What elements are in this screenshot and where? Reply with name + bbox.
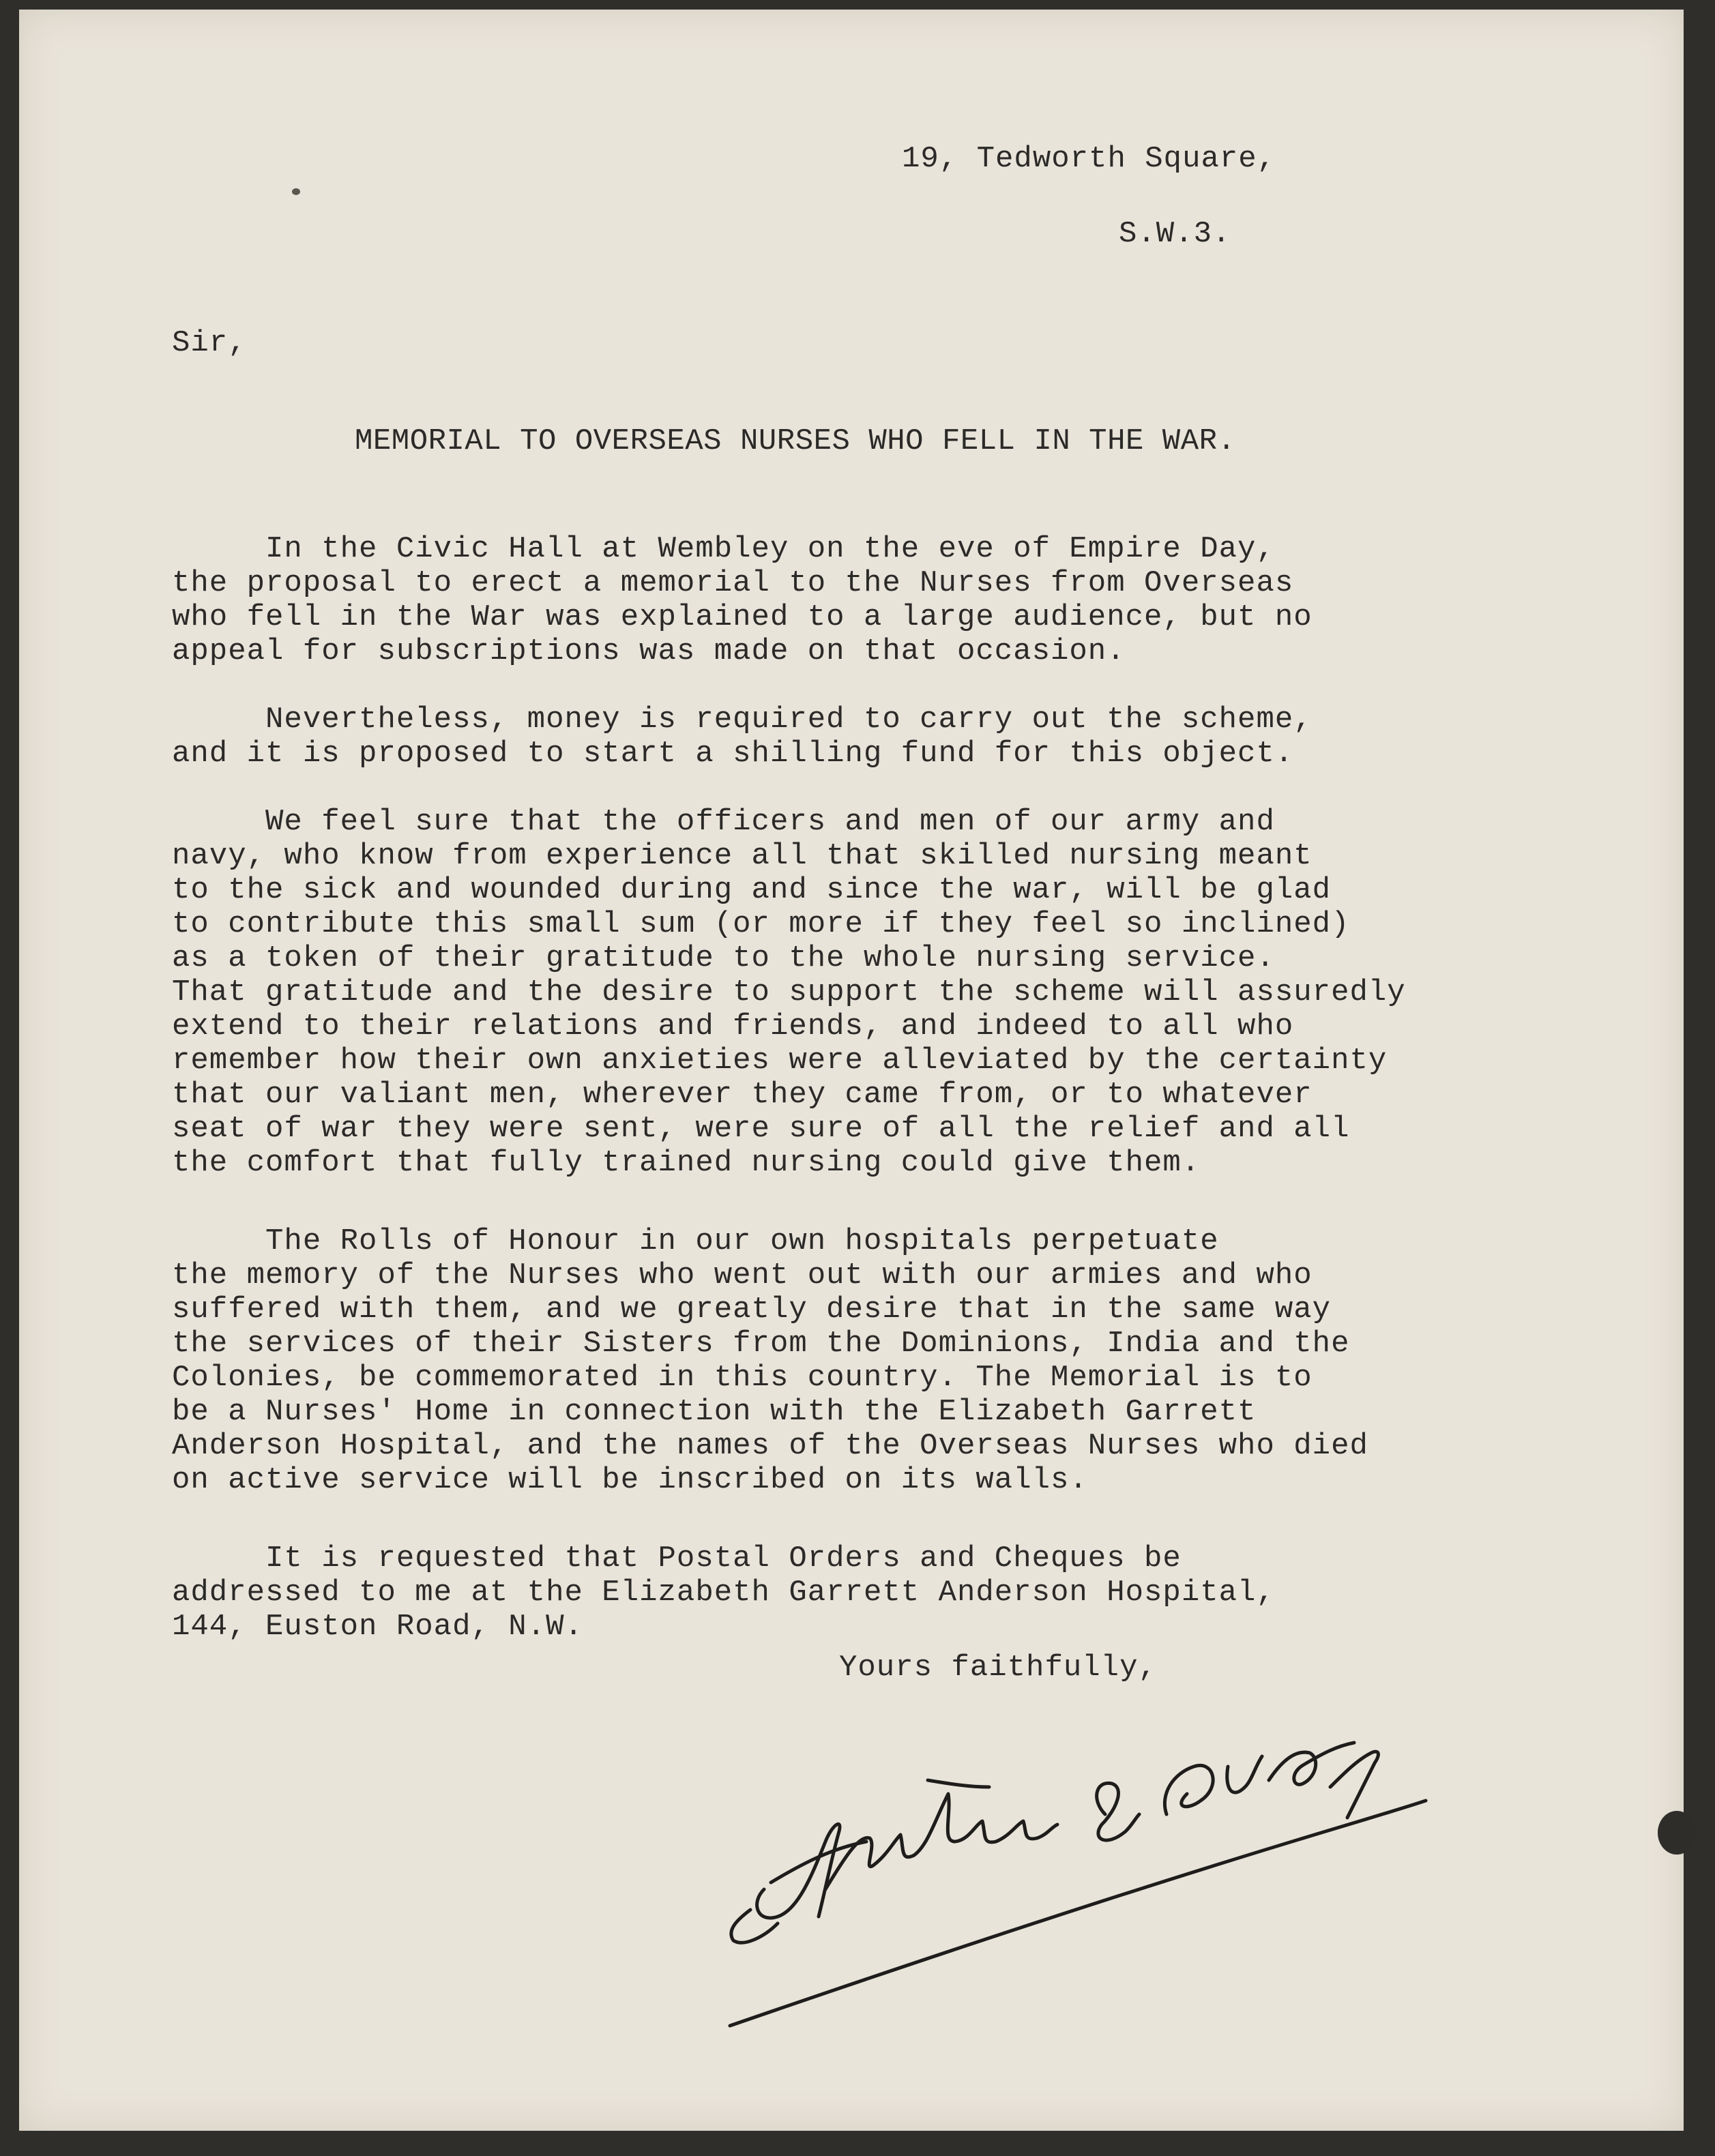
- letter-title: MEMORIAL TO OVERSEAS NURSES WHO FELL IN THE WAR.: [355, 424, 1236, 458]
- paragraph-line: 144, Euston Road, N.W.: [172, 1610, 583, 1644]
- paragraph-line: as a token of their gratitude to the whole nursing service.: [172, 941, 1275, 975]
- paragraph-line: and it is proposed to start a shilling fund for this object.: [172, 737, 1294, 771]
- closing: Yours faithfully,: [839, 1651, 1157, 1685]
- paragraph-line: the comfort that fully trained nursing could give them.: [172, 1146, 1201, 1180]
- paragraph-line: on active service will be inscribed on its walls.: [172, 1463, 1088, 1497]
- paragraph-line: That gratitude and the desire to support the scheme will assuredly: [172, 975, 1406, 1009]
- paragraph-line: to the sick and wounded during and since the war, will be glad: [172, 873, 1332, 907]
- paragraph-line: We feel sure that the officers and men of our army and: [172, 805, 1275, 839]
- paragraph-line: extend to their relations and friends, and indeed to all who: [172, 1009, 1294, 1044]
- paragraph-5: [172, 1541, 1509, 1644]
- paragraph-line: suffered with them, and we greatly desire that in the same way: [172, 1293, 1332, 1327]
- paragraph-2: [172, 703, 1509, 771]
- paragraph-3: [172, 805, 1509, 1180]
- paragraph-1: [172, 532, 1509, 668]
- paragraph-line: In the Civic Hall at Wembley on the eve of Empire Day,: [172, 532, 1275, 566]
- paragraph-line: remember how their own anxieties were alleviated by the certainty: [172, 1044, 1388, 1078]
- paragraph-line: to contribute this small sum (or more if they feel so inclined): [172, 907, 1350, 941]
- paragraph-line: The Rolls of Honour in our own hospitals perpetuate: [172, 1224, 1219, 1258]
- paragraph-line: Colonies, be commemorated in this country. The Memorial is to: [172, 1361, 1313, 1395]
- paragraph-line: who fell in the War was explained to a large audience, but no: [172, 600, 1313, 634]
- salutation: Sir,: [172, 326, 247, 360]
- paragraph-line: that our valiant men, wherever they came from, or to whatever: [172, 1078, 1313, 1112]
- paragraph-line: Nevertheless, money is required to carry out the scheme,: [172, 703, 1313, 737]
- paragraph-line: seat of war they were sent, were sure of all the relief and all: [172, 1112, 1350, 1146]
- handwritten-signature: [723, 1685, 1501, 2039]
- paragraph-line: It is requested that Postal Orders and Cheques be: [172, 1541, 1182, 1576]
- ink-speck: [292, 188, 300, 195]
- paragraph-line: the proposal to erect a memorial to the Nurses from Overseas: [172, 566, 1294, 600]
- paragraph-line: the services of their Sisters from the Dominions, India and the: [172, 1327, 1350, 1361]
- paragraph-line: be a Nurses' Home in connection with the Elizabeth Garrett: [172, 1395, 1257, 1429]
- paragraph-line: navy, who know from experience all that skilled nursing meant: [172, 839, 1313, 873]
- paragraph-line: the memory of the Nurses who went out with our armies and who: [172, 1258, 1313, 1293]
- sender-address-postcode: S.W.3.: [1119, 217, 1231, 251]
- paragraph-line: Anderson Hospital, and the names of the Overseas Nurses who died: [172, 1429, 1368, 1463]
- paragraph-4: [172, 1224, 1509, 1497]
- paragraph-line: appeal for subscriptions was made on that occasion.: [172, 634, 1126, 668]
- punch-hole: [1658, 1811, 1696, 1855]
- paragraph-line: addressed to me at the Elizabeth Garrett Anderson Hospital,: [172, 1576, 1275, 1610]
- sender-address-street: 19, Tedworth Square,: [902, 142, 1276, 176]
